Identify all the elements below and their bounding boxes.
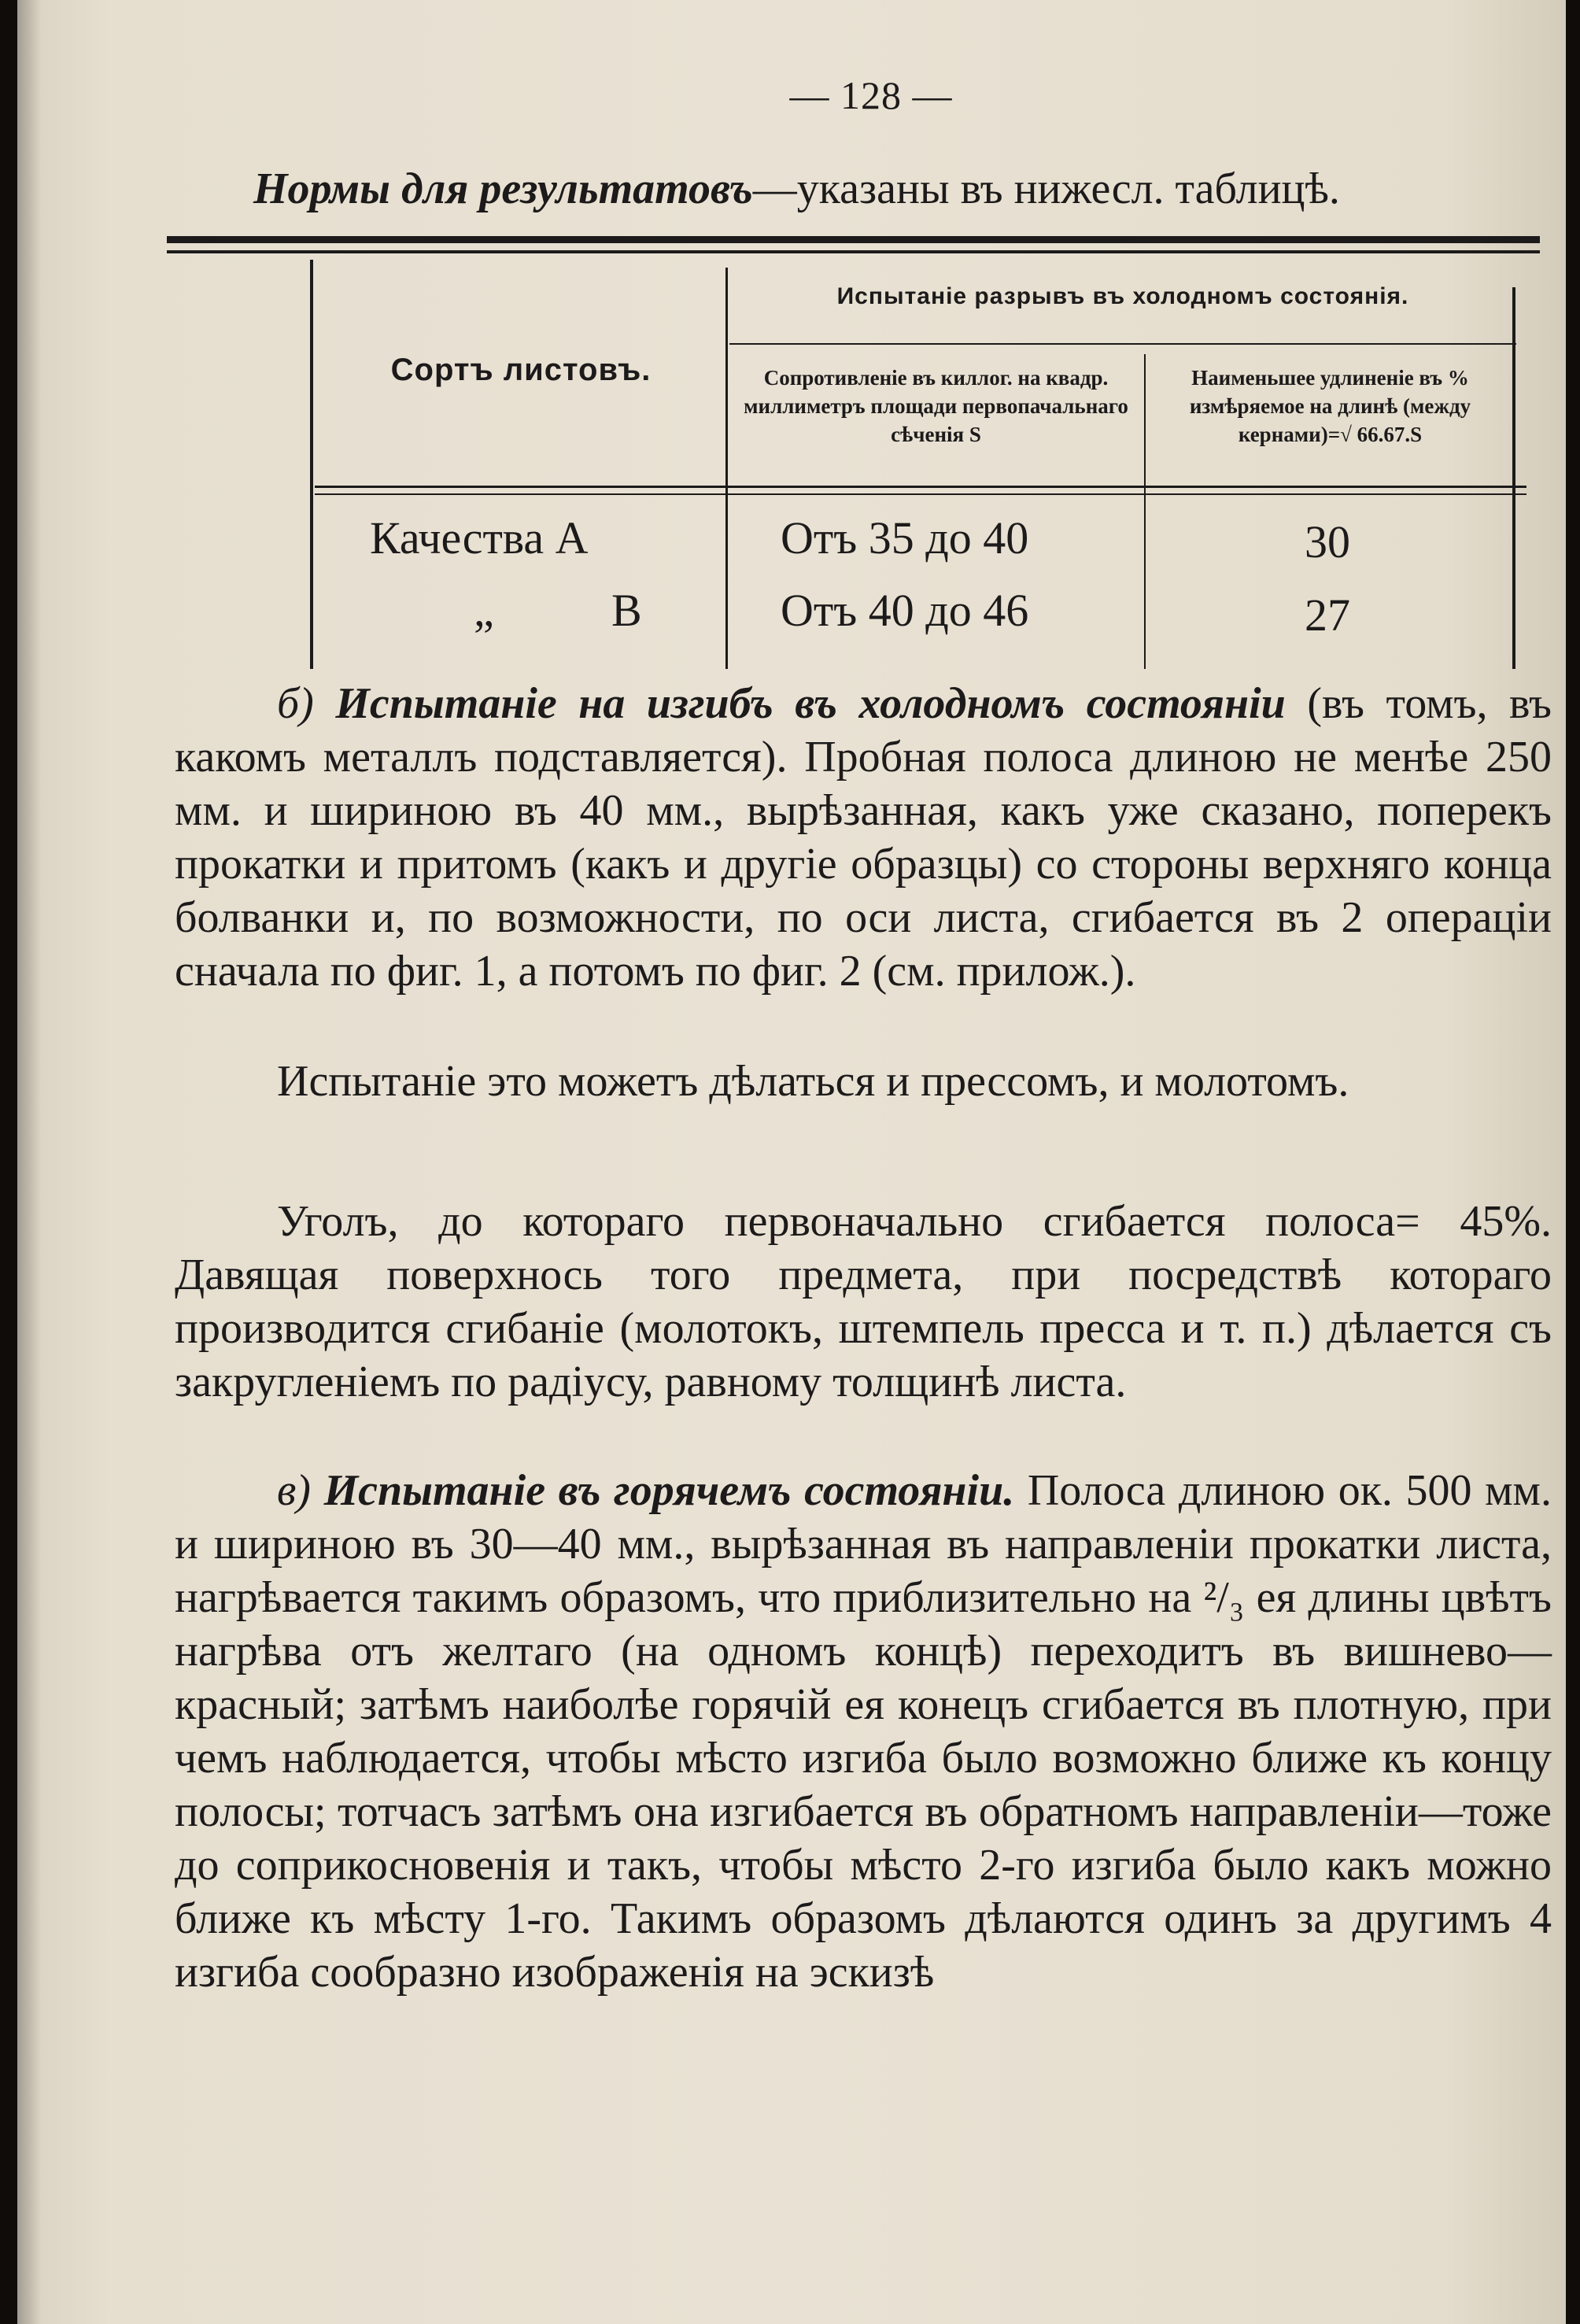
table-row-2-elongation: 27 — [1305, 589, 1350, 641]
heading-rest: —указаны въ нижесл. таблицѣ. — [752, 164, 1340, 213]
paragraph-hot-test-title: Испытаніе въ горячемъ состояніи. — [323, 1466, 1015, 1515]
table-divider-resistance — [725, 268, 728, 669]
paragraph-bend-cold-letter: б) — [277, 679, 314, 728]
paragraph-hot-test-text: Полоса длиною ок. 500 мм. и шириною въ 30—40 мм., вырѣзанная въ направленіи прокатки листа, нагрѣвается такимъ образомъ, что приблизительно на ²/₃ ея длины цвѣтъ нагрѣва отъ желтаго (на одномъ концѣ) переходитъ въ вишнево—красный; затѣмъ наиболѣе горячій ея конецъ сгибается въ плотную, при чемъ наблюдается, чтобы мѣсто изгиба было возможно ближе къ концу полосы; тотчасъ затѣмъ она изгибается въ обратномъ направленіи—тоже до соприкосновенія и такъ, чтобы мѣсто 2-го изгиба было какъ можно ближе къ мѣсту 1-го. Такимъ образомъ дѣлаются одинъ за другимъ 4 изгиба сообразно изображенія на эскизѣ — [175, 1466, 1552, 1997]
table-group-rule — [729, 343, 1516, 345]
paragraph-angle — [175, 1195, 1552, 1409]
table-row-2-resistance: Отъ 40 до 46 — [781, 585, 1029, 636]
paragraph-press-text: Испытаніе это можетъ дѣлаться и прессомъ, и молотомъ. — [277, 1057, 1349, 1106]
binding-shadow — [17, 0, 41, 2324]
paragraph-press — [175, 1055, 1552, 1108]
table-top-rule-thick — [167, 236, 1540, 243]
table-row-1-elongation: 30 — [1305, 516, 1350, 567]
table-divider-sort — [310, 260, 313, 669]
table-row-1-sort: Качества А — [370, 512, 589, 563]
paragraph-angle-text: Уголъ, до котораго первоначально сгибается полоса= 45%. Давящая поверхнось того предмета, при посредствѣ котораго производится сгибаніе (молотокъ, штемпель пресса и т. п.) дѣлается съ закругленіемъ по радіусу, равному толщинѣ листа. — [175, 1197, 1552, 1406]
table-divider-elongation — [1144, 354, 1146, 669]
paragraph-bend-cold-title: Испытаніе на изгибъ въ холодномъ состояніи — [335, 679, 1286, 728]
section-heading — [253, 164, 1340, 214]
table-row-2-ditto: „ — [474, 585, 494, 636]
table-row-1-resistance: Отъ 35 до 40 — [781, 512, 1029, 563]
header-elongation: Наименьшее удлиненіе въ % измѣряемое на длинѣ (между кернами)=√ 66.67.S — [1189, 366, 1471, 446]
paragraph-bend-cold-text: (въ томъ, въ какомъ металлъ подставляется). Пробная полоса длиною не менѣе 250 мм. и шириною въ 40 мм., вырѣзанная, какъ уже сказано, поперекъ прокатки и притомъ (какъ и другіе образцы) со стороны верхняго конца болванки и, по возможности, по оси листа, сгибается въ 2 операціи сначала по фиг. 1, а потомъ по фиг. 2 (см. прилож.). — [175, 679, 1552, 996]
table-top-rule-thin — [167, 250, 1540, 253]
paragraph-bend-cold — [175, 677, 1552, 998]
paragraph-hot-test — [175, 1464, 1552, 1999]
table-row-2-sort: B — [611, 585, 642, 636]
heading-emphasis: Нормы для результатовъ — [253, 164, 753, 213]
book-page — [17, 0, 1566, 2324]
page-number: — 128 — — [789, 73, 953, 117]
header-group: Испытаніе разрывъ въ холодномъ состоянія. — [836, 283, 1409, 309]
header-resistance: Сопротивленіе въ киллог. на квадр. миллиметръ площади первопачальнаго сѣченія S — [744, 366, 1128, 446]
paragraph-hot-test-letter: в) — [277, 1466, 311, 1515]
table-header-rule-thin — [315, 493, 1526, 495]
table-header-rule — [315, 486, 1526, 488]
header-sort: Сортъ листовъ. — [390, 353, 652, 387]
